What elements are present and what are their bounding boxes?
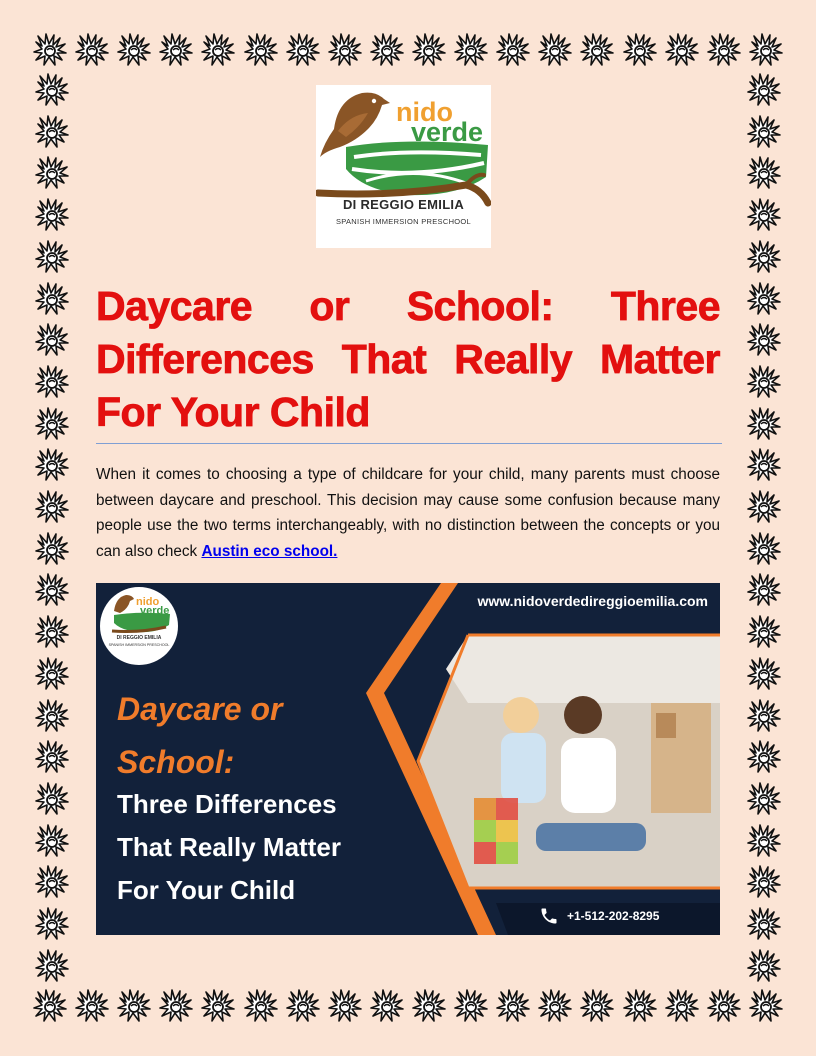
svg-text:verde: verde xyxy=(411,117,484,147)
svg-text:nido: nido xyxy=(136,596,160,608)
border-ornament-icon xyxy=(746,114,782,150)
border-ornament-icon xyxy=(746,531,782,567)
title-divider xyxy=(96,443,722,444)
border-ornament-icon xyxy=(34,739,70,775)
border-ornament-icon xyxy=(746,614,782,650)
border-ornament-icon xyxy=(746,281,782,317)
border-ornament-icon xyxy=(34,531,70,567)
school-logo xyxy=(316,85,491,248)
banner-subheading xyxy=(117,783,341,912)
border-ornament-icon xyxy=(34,948,70,984)
border-ornament-icon xyxy=(746,739,782,775)
border-ornament-icon xyxy=(200,988,236,1024)
banner-logo xyxy=(100,587,178,665)
border-ornament-icon xyxy=(495,988,531,1024)
logo-name: DI REGGIO EMILIA xyxy=(342,197,465,212)
border-ornament-icon xyxy=(746,698,782,734)
border-ornament-icon xyxy=(664,988,700,1024)
border-ornament-icon xyxy=(495,32,531,68)
border-left xyxy=(32,72,72,984)
border-ornament-icon xyxy=(34,322,70,358)
banner-logo-tagline: SPANISH IMMERSION PRESCHOOL xyxy=(108,643,170,647)
border-bottom xyxy=(32,986,784,1026)
border-ornament-icon xyxy=(746,781,782,817)
svg-text:verde: verde xyxy=(140,605,170,617)
border-ornament-icon xyxy=(116,988,152,1024)
banner-logo-name: DI REGGIO EMILIA xyxy=(116,635,162,641)
border-ornament-icon xyxy=(34,698,70,734)
border-ornament-icon xyxy=(34,155,70,191)
border-ornament-icon xyxy=(34,364,70,400)
border-ornament-icon xyxy=(34,489,70,525)
border-ornament-icon xyxy=(706,32,742,68)
border-ornament-icon xyxy=(706,988,742,1024)
border-ornament-icon xyxy=(158,988,194,1024)
border-ornament-icon xyxy=(537,32,573,68)
banner-subheading-line-1: Three Differences xyxy=(117,789,337,819)
border-ornament-icon xyxy=(34,781,70,817)
border-ornament-icon xyxy=(746,656,782,692)
border-ornament-icon xyxy=(34,656,70,692)
border-ornament-icon xyxy=(746,906,782,942)
border-ornament-icon xyxy=(34,864,70,900)
border-ornament-icon xyxy=(746,155,782,191)
intro-text: When it comes to choosing a type of childcare for your child, many parents must choose between daycare and preschool. This decision may cause some confusion because many people use the two terms interchangeably, with no distinction between the concepts or you can also check xyxy=(96,466,720,560)
border-ornament-icon xyxy=(34,239,70,275)
border-right xyxy=(744,72,784,984)
border-ornament-icon xyxy=(327,988,363,1024)
border-ornament-icon xyxy=(34,197,70,233)
border-ornament-icon xyxy=(622,32,658,68)
border-ornament-icon xyxy=(116,32,152,68)
border-top xyxy=(32,30,784,70)
phone-contact[interactable] xyxy=(539,906,659,926)
border-ornament-icon xyxy=(74,988,110,1024)
border-ornament-icon xyxy=(34,281,70,317)
border-ornament-icon xyxy=(285,32,321,68)
border-ornament-icon xyxy=(32,32,68,68)
article-title: Daycare or School: Three Differences That Really Matter For Your Child xyxy=(96,283,720,435)
border-ornament-icon xyxy=(746,239,782,275)
intro-paragraph xyxy=(96,462,720,564)
svg-text:nido: nido xyxy=(396,97,453,127)
banner-heading-line-1: Daycare or xyxy=(117,691,283,727)
border-ornament-icon xyxy=(579,32,615,68)
border-ornament-icon xyxy=(746,823,782,859)
border-ornament-icon xyxy=(746,364,782,400)
border-ornament-icon xyxy=(200,32,236,68)
border-ornament-icon xyxy=(664,32,700,68)
border-ornament-icon xyxy=(158,32,194,68)
border-ornament-icon xyxy=(622,988,658,1024)
border-ornament-icon xyxy=(34,614,70,650)
border-ornament-icon xyxy=(327,32,363,68)
border-ornament-icon xyxy=(746,948,782,984)
border-ornament-icon xyxy=(34,406,70,442)
border-ornament-icon xyxy=(746,864,782,900)
border-ornament-icon xyxy=(453,32,489,68)
border-ornament-icon xyxy=(746,447,782,483)
border-ornament-icon xyxy=(34,72,70,108)
border-ornament-icon xyxy=(411,32,447,68)
border-ornament-icon xyxy=(34,906,70,942)
border-ornament-icon xyxy=(369,32,405,68)
border-ornament-icon xyxy=(746,197,782,233)
border-ornament-icon xyxy=(453,988,489,1024)
border-ornament-icon xyxy=(746,489,782,525)
border-ornament-icon xyxy=(746,572,782,608)
border-ornament-icon xyxy=(285,988,321,1024)
border-ornament-icon xyxy=(746,406,782,442)
border-ornament-icon xyxy=(74,32,110,68)
border-ornament-icon xyxy=(579,988,615,1024)
banner-heading xyxy=(117,683,282,789)
border-ornament-icon xyxy=(32,988,68,1024)
border-ornament-icon xyxy=(748,988,784,1024)
border-ornament-icon xyxy=(746,72,782,108)
banner-subheading-line-2: That Really Matter xyxy=(117,832,341,862)
border-ornament-icon xyxy=(34,114,70,150)
banner-subheading-line-3: For Your Child xyxy=(117,875,296,905)
border-ornament-icon xyxy=(748,32,784,68)
website-url[interactable]: www.nidoverdedireggioemilia.com xyxy=(477,593,708,609)
border-ornament-icon xyxy=(369,988,405,1024)
border-ornament-icon xyxy=(537,988,573,1024)
phone-icon xyxy=(539,906,559,926)
banner-heading-line-2: School: xyxy=(117,744,235,780)
border-ornament-icon xyxy=(34,447,70,483)
border-ornament-icon xyxy=(411,988,447,1024)
phone-number: +1-512-202-8295 xyxy=(567,909,660,923)
border-ornament-icon xyxy=(243,32,279,68)
logo-tagline: SPANISH IMMERSION PRESCHOOL xyxy=(335,217,472,226)
austin-eco-school-link[interactable]: Austin eco school. xyxy=(201,542,338,560)
border-ornament-icon xyxy=(243,988,279,1024)
border-ornament-icon xyxy=(34,572,70,608)
promo-banner xyxy=(96,583,720,935)
border-ornament-icon xyxy=(34,823,70,859)
border-ornament-icon xyxy=(746,322,782,358)
